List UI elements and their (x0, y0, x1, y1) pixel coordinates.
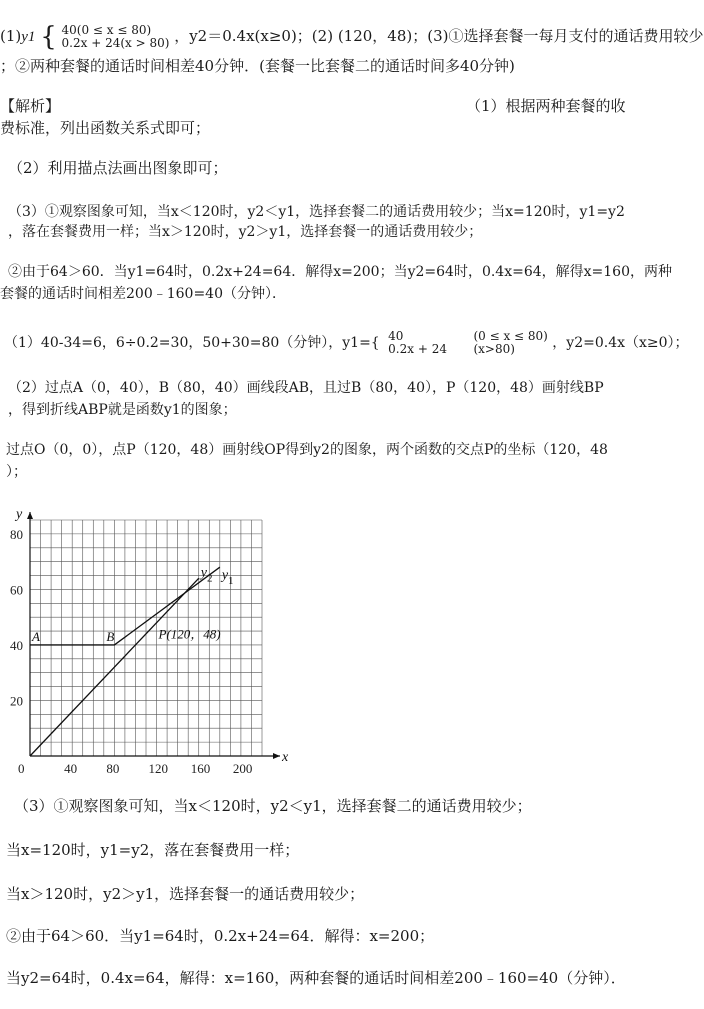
y-tick-label: 80 (10, 526, 23, 542)
graph-grid (30, 520, 262, 756)
solution-s1-bot: 0.2x + 24 (388, 342, 447, 356)
analysis-heading: 【解析】 (0, 97, 61, 115)
answer-piece-top: 40(0 ≤ x ≤ 80) (61, 23, 152, 37)
x-tick-label: 40 (64, 761, 78, 776)
conclusion-c2: 当x=120时，y1=y2，落在套餐费用一样； (6, 841, 300, 859)
point-label-B: B (106, 628, 115, 644)
x-tick-label: 80 (106, 761, 120, 776)
y-tick-label: 20 (10, 693, 23, 709)
analysis-p3a: （3）①观察图象可知，当x＜120时，y2＜y1，选择套餐二的通话费用较少；当x=120时，y1=y2 (8, 204, 625, 220)
analysis-p2: （2）利用描点法画出图象即可； (8, 159, 228, 177)
solution-s1-bot-cond: (x>80) (473, 342, 515, 356)
x-tick-label: 0 (18, 761, 25, 776)
point-label-A: A (32, 628, 40, 644)
conclusion-c1: （3）①观察图象可知，当x＜120时，y2＜y1，选择套餐二的通话费用较少； (14, 797, 532, 815)
y-tick-label: 40 (10, 637, 23, 653)
solution-s2a: （2）过点A（0，40），B（80，40）画线段AB，且过B（80，40），P（120，48）画射线BP (8, 380, 604, 396)
x-tick-label: 200 (232, 761, 253, 776)
x-axis-label: x (282, 750, 289, 765)
conclusion-c5: 当y2=64时，0.4x=64，解得：x=160，两种套餐的通话时间相差200﹣160=40（分钟）． (6, 969, 626, 987)
conclusion-c3: 当x＞120时，y2＞y1，选择套餐一的通话费用较少； (6, 885, 365, 903)
x-axis-arrow (273, 753, 280, 759)
answer-part1-label: (1) (0, 27, 22, 45)
y-axis-arrow (27, 512, 33, 519)
answer-piecewise (62, 24, 170, 50)
solution-s3b: ）； (6, 464, 27, 480)
conclusion-c4: ②由于64＞60．当y1=64时，0.2x+24=64．解得：x=200； (6, 927, 435, 945)
solution-piecewise-values (388, 330, 447, 356)
x-tick-label: 160 (190, 761, 211, 776)
function-graph (8, 498, 298, 778)
answer-piece-bottom: 0.2x + 24(x > 80) (61, 36, 170, 50)
answer-y1: y1 (21, 29, 36, 45)
answer-line-1 (0, 24, 704, 50)
analysis-p4b: 套餐的通话时间相差200﹣160=40（分钟）． (0, 286, 286, 302)
solution-s1-post: ，y2=0.4x（x≥0）； (552, 335, 689, 351)
solution-line-1 (4, 330, 689, 356)
solution-s1-top: 40 (388, 329, 404, 343)
solution-s1-pre: （1）40-34=6，6÷0.2=30，50+30=80（分钟），y1={ (4, 335, 380, 351)
analysis-p1a: （1）根据两种套餐的收 (466, 97, 626, 115)
series-label-y1: $y_1$ (221, 568, 234, 588)
series-label-y2: $y_2$ (200, 565, 213, 585)
x-tick-label: 120 (148, 761, 169, 776)
solution-s2b: ，得到折线ABP就是函数y1的图象； (8, 402, 237, 418)
piecewise-brace: { (40, 22, 57, 52)
graph-series (30, 565, 234, 756)
analysis-p1b: 费标准，列出函数关系式即可； (0, 119, 211, 137)
point-label-P: P(120，48) (158, 626, 221, 642)
analysis-p4a: ②由于64＞60．当y1=64时，0.2x+24=64．解得x=200；当y2=64时，0.4x=64，解得x=160，两种 (8, 264, 673, 280)
graph-axes (10, 507, 289, 776)
solution-s1-top-cond: (0 ≤ x ≤ 80) (473, 329, 548, 343)
analysis-p3b: ，落在套餐费用一样；当x＞120时，y2＞y1，选择套餐一的通话费用较少； (8, 224, 483, 240)
graph-labels (31, 627, 221, 644)
answer-mid: ，y2＝0.4x(x≥0)；(2) (120，48)；(3)①选择套餐一每月支付的通话费用较少 (174, 27, 704, 45)
y-axis-label: y (16, 507, 23, 522)
solution-s3a: 过点O（0，0），点P（120，48）画射线OP得到y2的图象，两个函数的交点P的坐标（120，48 (6, 442, 608, 458)
y-tick-label: 60 (10, 582, 23, 598)
solution-piecewise-conds (473, 330, 547, 356)
answer-line-2: ；②两种套餐的通话时间相差40分钟．(套餐一比套餐二的通话时间多40分钟) (0, 57, 515, 75)
